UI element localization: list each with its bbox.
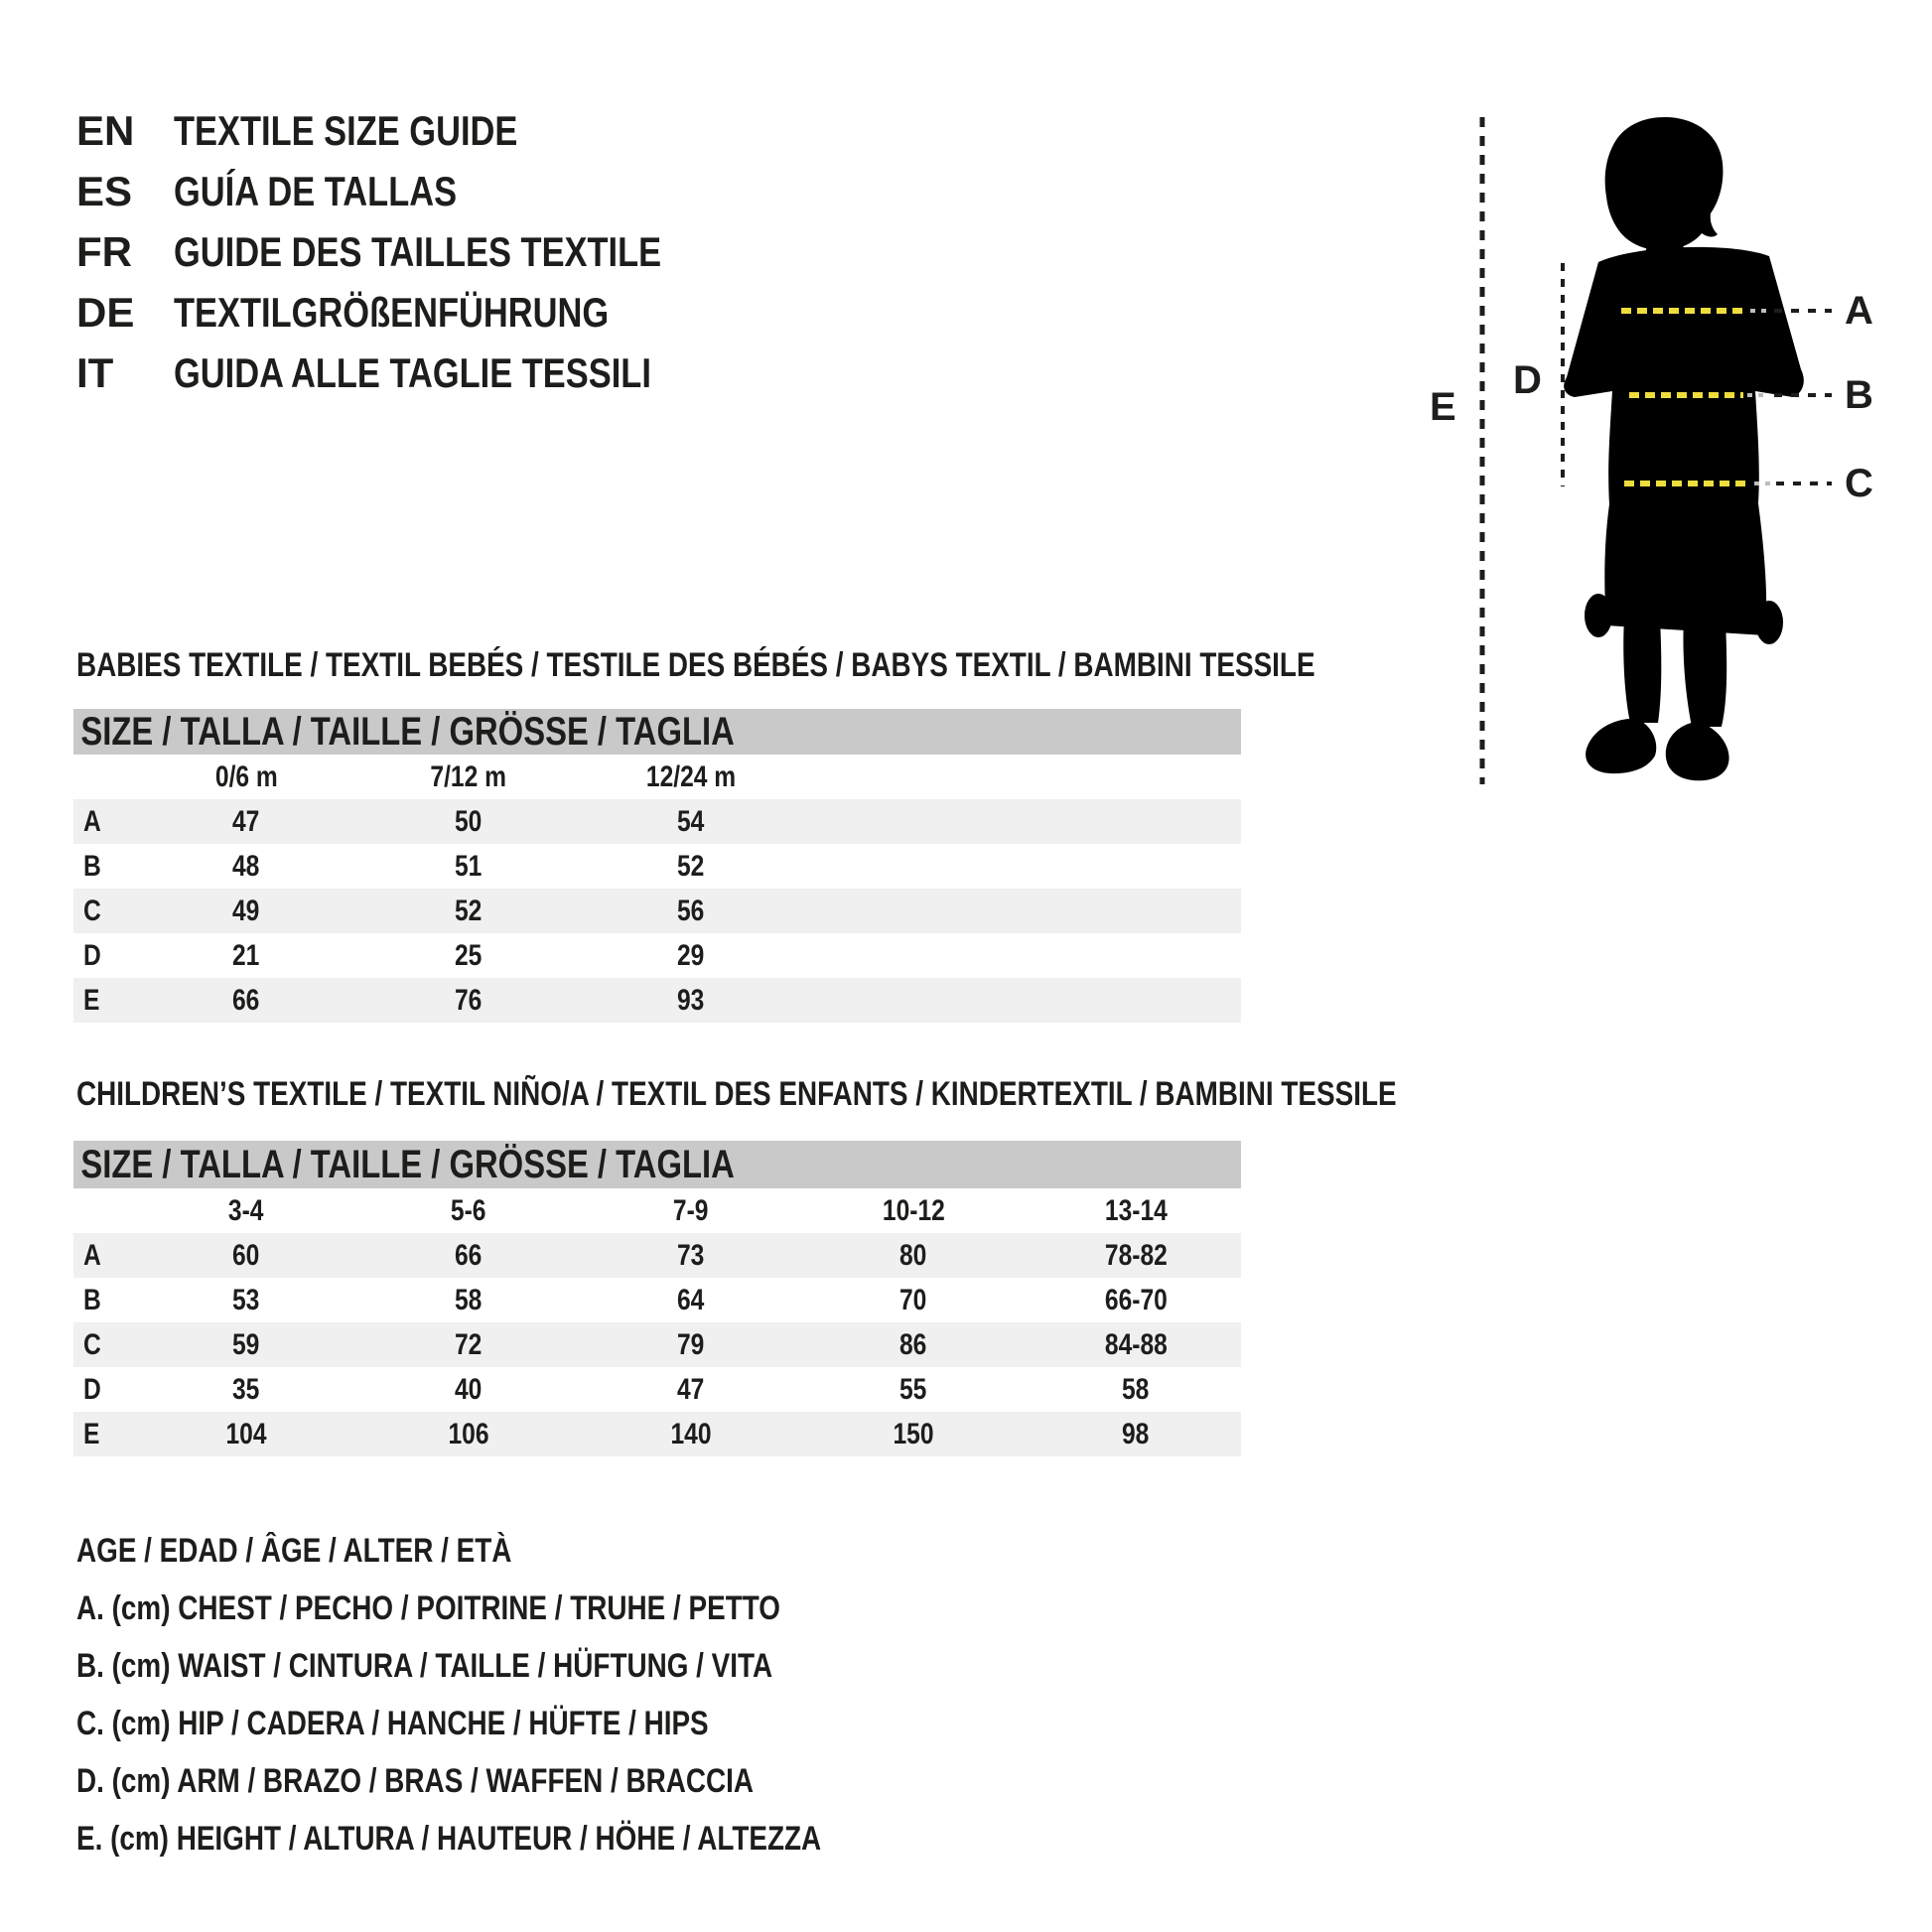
column-header: 13-14 <box>1104 1193 1168 1227</box>
silhouette-right-leg <box>1683 620 1726 727</box>
silhouette-right-shoe <box>1666 723 1729 780</box>
size-cell: 50 <box>455 804 483 838</box>
row-label: B <box>83 849 101 883</box>
size-cell: 47 <box>677 1372 705 1406</box>
legend-chest: A. (cm) CHEST / PECHO / POITRINE / TRUHE / PETTO <box>76 1589 780 1627</box>
guide-title-en: TEXTILE SIZE GUIDE <box>174 107 518 154</box>
silhouette-torso-shorts <box>1564 247 1804 635</box>
size-cell: 52 <box>677 849 705 883</box>
label-d: D <box>1513 358 1542 402</box>
language-code: FR <box>76 228 132 275</box>
language-code: IT <box>76 349 114 396</box>
table-row <box>73 1367 1241 1412</box>
language-row-it <box>76 343 768 403</box>
size-cell: 64 <box>677 1283 705 1316</box>
language-row-en <box>76 100 768 161</box>
language-row-de <box>76 282 768 343</box>
table-row <box>73 1233 1241 1278</box>
size-cell: 29 <box>677 938 705 972</box>
size-cell: 35 <box>232 1372 260 1406</box>
children-size-header-bar: SIZE / TALLA / TAILLE / GRÖSSE / TAGLIA <box>73 1141 1241 1188</box>
size-cell: 84-88 <box>1104 1327 1168 1361</box>
size-cell: 55 <box>899 1372 927 1406</box>
size-cell: 106 <box>448 1417 489 1450</box>
size-cell: 58 <box>1122 1372 1150 1406</box>
size-cell: 104 <box>225 1417 267 1450</box>
silhouette-head <box>1605 117 1724 250</box>
table-row <box>73 799 1241 844</box>
measurement-legend <box>76 1522 985 1867</box>
table-row <box>73 978 1241 1023</box>
guide-title-es: GUÍA DE TALLAS <box>174 168 458 214</box>
guide-title-it: GUIDA ALLE TAGLIE TESSILI <box>174 349 651 396</box>
size-cell: 66 <box>232 983 260 1017</box>
size-cell: 72 <box>455 1327 483 1361</box>
legend-waist: B. (cm) WAIST / CINTURA / TAILLE / HÜFTUNG / VITA <box>76 1647 773 1685</box>
language-code: EN <box>76 107 135 154</box>
row-label: D <box>83 938 101 972</box>
language-title-list <box>76 100 768 403</box>
label-b: B <box>1845 373 1873 417</box>
label-e: E <box>1430 385 1456 429</box>
legend-hip: C. (cm) HIP / CADERA / HANCHE / HÜFTE / HIPS <box>76 1705 709 1742</box>
guide-title-fr: GUIDE DES TAILLES TEXTILE <box>174 228 662 275</box>
children-column-header-row <box>73 1188 1241 1233</box>
table-row <box>73 889 1241 933</box>
size-cell: 70 <box>899 1283 927 1316</box>
legend-height: E. (cm) HEIGHT / ALTURA / HAUTEUR / HÖHE / ALTEZZA <box>76 1820 822 1858</box>
size-cell: 40 <box>455 1372 483 1406</box>
table-row <box>73 933 1241 978</box>
size-cell: 51 <box>455 849 483 883</box>
column-header: 5-6 <box>451 1193 486 1227</box>
table-row <box>73 1278 1241 1322</box>
silhouette-left-leg <box>1623 618 1661 723</box>
babies-size-header-bar: SIZE / TALLA / TAILLE / GRÖSSE / TAGLIA <box>73 709 1241 755</box>
size-cell: 79 <box>677 1327 705 1361</box>
size-cell: 76 <box>455 983 483 1017</box>
guide-title-de: TEXTILGRÖßENFÜHRUNG <box>174 289 610 336</box>
size-cell: 86 <box>899 1327 927 1361</box>
children-section-title: CHILDREN’S TEXTILE / TEXTIL NIÑO/A / TEXTIL DES ENFANTS / KINDERTEXTIL / BAMBINI TESSILE <box>76 1075 1397 1113</box>
language-code: DE <box>76 289 135 336</box>
size-cell: 56 <box>677 894 705 927</box>
row-label: C <box>83 1327 101 1361</box>
child-silhouette <box>1564 117 1804 780</box>
row-label: B <box>83 1283 101 1316</box>
label-c: C <box>1845 462 1873 505</box>
size-cell: 66-70 <box>1104 1283 1168 1316</box>
column-header: 7-9 <box>673 1193 709 1227</box>
row-label: E <box>83 1417 100 1450</box>
row-label: A <box>83 804 101 838</box>
silhouette-left-hand <box>1585 594 1612 637</box>
column-header: 7/12 m <box>430 759 507 793</box>
silhouette-left-shoe <box>1586 719 1656 773</box>
size-cell: 78-82 <box>1104 1238 1168 1272</box>
column-header: 3-4 <box>228 1193 264 1227</box>
size-cell: 48 <box>232 849 260 883</box>
size-cell: 25 <box>455 938 483 972</box>
size-cell: 53 <box>232 1283 260 1316</box>
size-cell: 52 <box>455 894 483 927</box>
size-cell: 150 <box>893 1417 934 1450</box>
label-a: A <box>1845 289 1873 333</box>
column-header: 0/6 m <box>214 759 278 793</box>
babies-section-title: BABIES TEXTILE / TEXTIL BEBÉS / TESTILE DES BÉBÉS / BABYS TEXTIL / BAMBINI TESSILE <box>76 646 1315 684</box>
size-cell: 73 <box>677 1238 705 1272</box>
size-cell: 80 <box>899 1238 927 1272</box>
size-cell: 54 <box>677 804 705 838</box>
size-cell: 98 <box>1122 1417 1150 1450</box>
row-label: A <box>83 1238 101 1272</box>
size-cell: 47 <box>232 804 260 838</box>
legend-arm: D. (cm) ARM / BRAZO / BRAS / WAFFEN / BRACCIA <box>76 1762 755 1800</box>
size-cell: 59 <box>232 1327 260 1361</box>
size-cell: 21 <box>232 938 260 972</box>
size-cell: 93 <box>677 983 705 1017</box>
column-header: 12/24 m <box>645 759 737 793</box>
legend-age: AGE / EDAD / ÂGE / ALTER / ETÀ <box>76 1532 512 1570</box>
child-measurement-diagram <box>1410 79 1906 814</box>
row-label: E <box>83 983 100 1017</box>
babies-column-header-row <box>73 755 1241 799</box>
column-header: 10-12 <box>882 1193 945 1227</box>
language-row-es <box>76 161 768 221</box>
size-cell: 58 <box>455 1283 483 1316</box>
size-cell: 49 <box>232 894 260 927</box>
silhouette-right-hand <box>1755 601 1783 644</box>
size-cell: 60 <box>232 1238 260 1272</box>
row-label: C <box>83 894 101 927</box>
language-code: ES <box>76 168 133 214</box>
size-cell: 66 <box>455 1238 483 1272</box>
table-row <box>73 844 1241 889</box>
row-label: D <box>83 1372 101 1406</box>
size-cell: 140 <box>670 1417 712 1450</box>
table-row <box>73 1322 1241 1367</box>
table-row <box>73 1412 1241 1456</box>
language-row-fr <box>76 221 768 282</box>
